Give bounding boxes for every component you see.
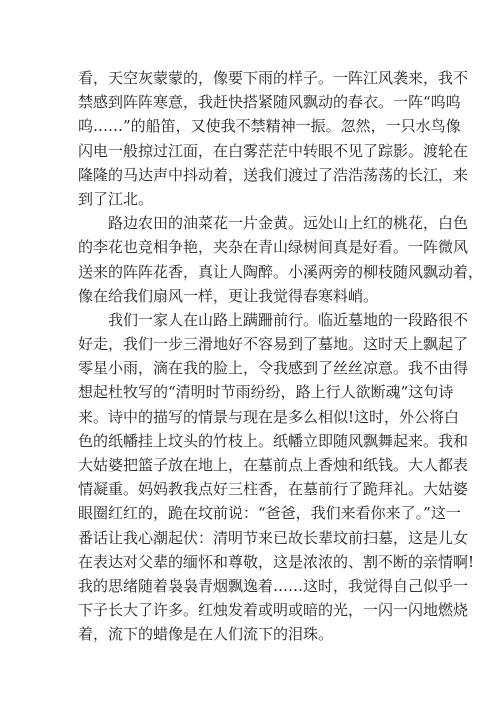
text-line: 我们一家人在山路上蹒跚前行。临近墓地的一段路很不 bbox=[78, 310, 469, 329]
text-line: 禁感到阵阵寒意，我赶快搭紧随风飘动的春衣。一阵“呜呜 bbox=[78, 93, 461, 112]
text-line: 下子长大了许多。红烛发着或明或暗的光，一闪一闪地燃烧 bbox=[78, 601, 469, 620]
text-line: 我的思绪随着袅袅青烟飘逸着……这时，我觉得自己似乎一 bbox=[78, 576, 469, 595]
text-line: 想起杜牧写的“清明时节雨纷纷，路上行人欲断魂”这句诗 bbox=[78, 383, 454, 402]
text-line: 像在给我们扇风一样，更让我觉得春寒料峭。 bbox=[78, 286, 379, 305]
text-line: 好走，我们一步三滑地好不容易到了墓地。这时天上飘起了 bbox=[78, 335, 469, 354]
paragraph-tomb-sweeping bbox=[78, 308, 475, 647]
text-line: 在表达对父辈的缅怀和尊敬，这是浓浓的、割不断的亲情啊! bbox=[78, 552, 475, 571]
text-line: 送来的阵阵花香，真让人陶醉。小溪两旁的柳枝随风飘动着， bbox=[78, 262, 484, 281]
text-line: 零星小雨，滴在我的脸上，令我感到了丝丝凉意。我不由得 bbox=[78, 359, 469, 378]
text-line: 呜……”的船笛，又使我不禁精神一振。忽然，一只水鸟像 bbox=[78, 117, 461, 136]
text-line: 隆隆的马达声中抖动着，送我们渡过了浩浩荡荡的长江，来 bbox=[78, 165, 469, 184]
text-line: 看，天空灰蒙蒙的，像要下雨的样子。一阵江风袭来，我不 bbox=[78, 69, 469, 87]
text-line: 路边农田的油菜花一片金黄。远处山上红的桃花，白色 bbox=[78, 214, 469, 233]
document-page bbox=[78, 66, 484, 647]
text-line: 眼圈红红的，跪在坟前说：“爸爸，我们来看你来了。”这一 bbox=[78, 504, 461, 523]
text-line: 大姑婆把篮子放在地上，在墓前点上香烛和纸钱。大人都表 bbox=[78, 456, 469, 474]
paragraph-roadside-flowers bbox=[78, 211, 484, 308]
text-line: 番话让我心潮起伏：清明节来已故长辈坟前扫墓，这是儿女 bbox=[78, 528, 469, 547]
text-line: 闪电一般掠过江面，在白雾茫茫中转眼不见了踪影。渡轮在 bbox=[78, 141, 469, 160]
text-line: 着，流下的蜡像是在人们流下的泪珠。 bbox=[78, 625, 334, 644]
paragraph-river-crossing bbox=[78, 66, 469, 211]
text-line: 色的纸幡挂上坟头的竹枝上。纸幡立即随风飘舞起来。我和 bbox=[78, 431, 469, 450]
text-line: 到了江北。 bbox=[78, 189, 154, 208]
text-line: 来。诗中的描写的情景与现在是多么相似!这时，外公将白 bbox=[78, 407, 460, 426]
text-line: 情凝重。妈妈教我点好三柱香，在墓前行了跪拜礼。大姑婆 bbox=[78, 480, 469, 499]
text-line: 的李花也竞相争艳，夹杂在青山绿树间真是好看。一阵微风 bbox=[78, 238, 469, 257]
